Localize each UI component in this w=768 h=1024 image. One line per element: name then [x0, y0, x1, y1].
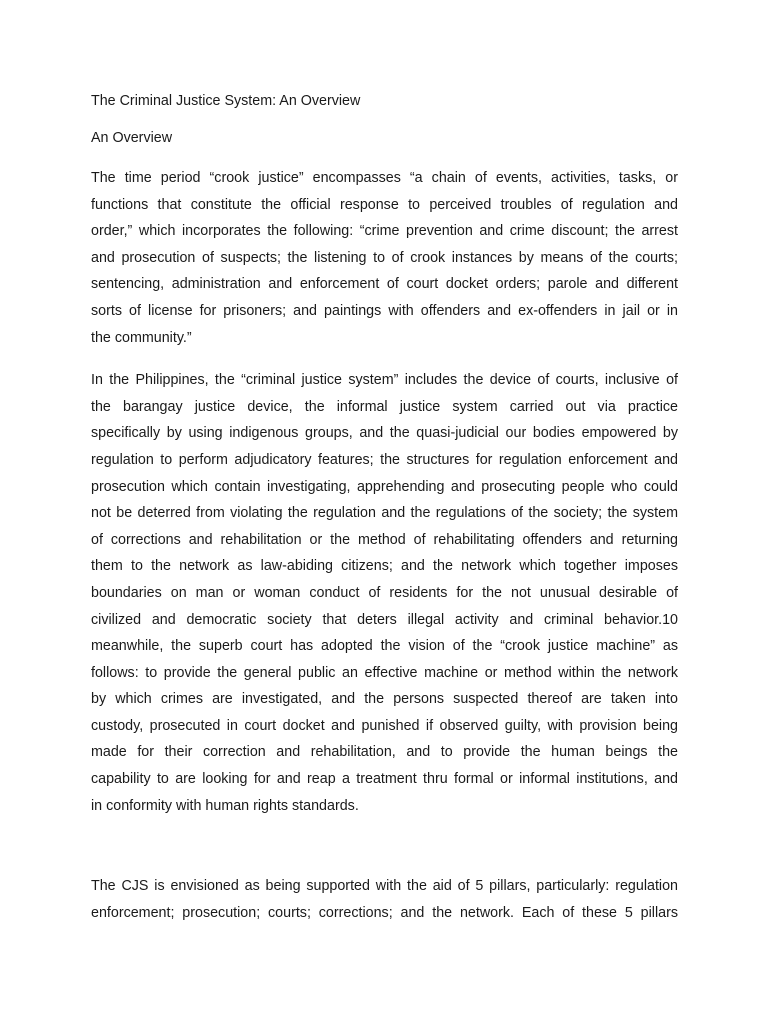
text-line: in conformity with human rights standards. [91, 797, 359, 814]
paragraph-gap [91, 835, 678, 873]
text-line: enforcement; prosecution; courts; corrections; and the network. Each of these 5 pillars [91, 904, 678, 921]
text-line: In the Philippines, the “criminal justice system” includes the device of courts, inclusive of [91, 372, 678, 389]
paragraph-definition [91, 165, 678, 351]
section-heading: An Overview [91, 130, 173, 146]
text-line: follows: to provide the general public an effective machine or method within the network [91, 664, 678, 681]
text-line: and prosecution of suspects; the listening to of crook instances by means of the courts; [91, 249, 678, 266]
text-line: order,” which incorporates the following: “crime prevention and crime discount; the arrest [91, 223, 678, 240]
text-line: by which crimes are investigated, and the persons suspected thereof are taken into [91, 691, 678, 708]
text-line: made for their correction and rehabilitation, and to provide the human beings the [91, 744, 678, 761]
paragraph-pillars [91, 873, 678, 926]
text-line: sentencing, administration and enforcement of court docket orders; parole and different [91, 276, 678, 293]
paragraph-philippines [91, 367, 678, 819]
text-line: functions that constitute the official response to perceived troubles of regulation and [91, 196, 678, 213]
document-title: The Criminal Justice System: An Overview [91, 93, 361, 109]
text-line: civilized and democratic society that deters illegal activity and criminal behavior.10 [91, 611, 678, 628]
text-line: sorts of license for prisoners; and paintings with offenders and ex-offenders in jail or in [91, 302, 678, 319]
text-line: boundaries on man or woman conduct of residents for the not unusual desirable of [91, 584, 678, 601]
text-line: the barangay justice device, the informal justice system carried out via practice [91, 398, 678, 415]
text-line: custody, prosecuted in court docket and punished if observed guilty, with provision being [91, 717, 678, 734]
text-line: of corrections and rehabilitation or the method of rehabilitating offenders and returning [91, 531, 678, 548]
text-line: specifically by using indigenous groups, and the quasi-judicial our bodies empowered by [91, 425, 678, 442]
text-line: them to the network as law-abiding citizens; and the network which together imposes [91, 558, 678, 575]
text-line: regulation to perform adjudicatory features; the structures for regulation enforcement and [91, 451, 678, 468]
text-line: meanwhile, the superb court has adopted the vision of the “crook justice machine” as [91, 638, 678, 655]
text-line: prosecution which contain investigating, apprehending and prosecuting people who could [91, 478, 678, 495]
text-line: not be deterred from violating the regulation and the regulations of the society; the system [91, 505, 678, 522]
document-body [91, 91, 678, 942]
text-line: the community.” [91, 329, 192, 346]
text-line: The CJS is envisioned as being supported with the aid of 5 pillars, particularly: regulation [91, 878, 678, 895]
text-line: The time period “crook justice” encompasses “a chain of events, activities, tasks, or [91, 170, 678, 186]
text-line: capability to are looking for and reap a treatment thru formal or informal institutions, and [91, 771, 678, 788]
